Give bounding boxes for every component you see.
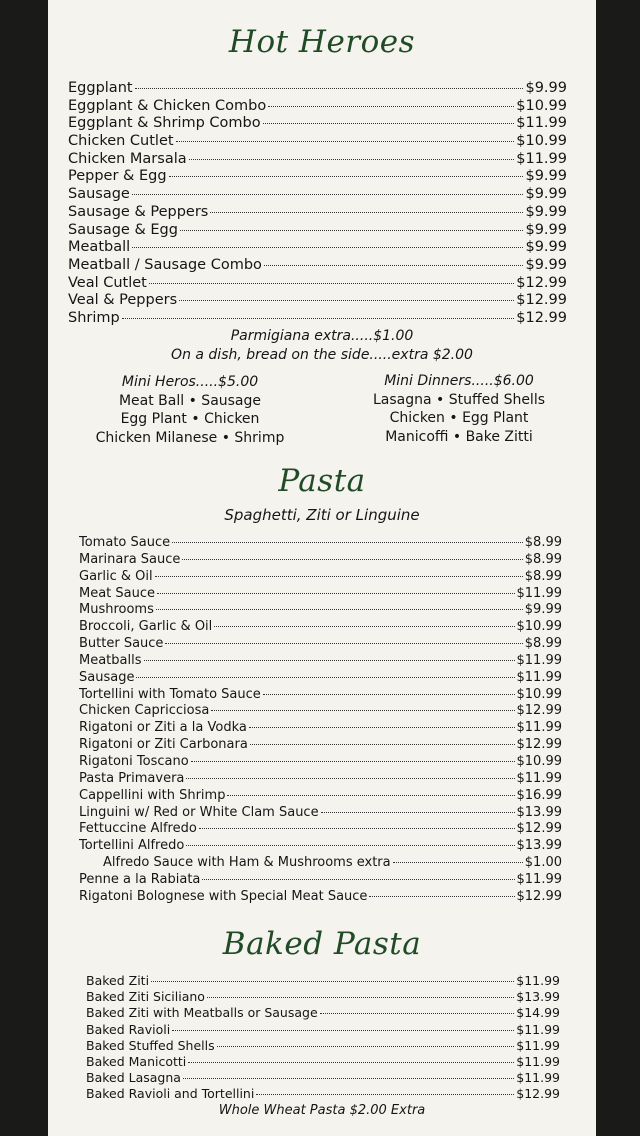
item-name: Meatball — [68, 239, 131, 256]
menu-item — [86, 1022, 560, 1038]
dot-leader — [136, 677, 514, 678]
dot-leader — [188, 1062, 514, 1063]
dot-leader — [202, 879, 514, 880]
item-price: $9.99 — [525, 221, 567, 238]
menu-item — [68, 168, 567, 186]
menu-item — [79, 552, 562, 569]
dot-leader — [155, 576, 523, 577]
item-price: $11.99 — [516, 1070, 560, 1086]
item-price: $9.99 — [525, 80, 567, 96]
item-name: Garlic & Oil — [79, 568, 153, 584]
menu-item — [79, 754, 562, 771]
mini-heros-block — [75, 373, 305, 447]
menu-item — [68, 292, 567, 310]
dot-leader — [256, 1094, 514, 1095]
item-name: Baked Ravioli and Tortellini — [86, 1086, 255, 1102]
menu-item — [79, 855, 562, 872]
item-price: $14.99 — [516, 1005, 560, 1021]
item-price: $11.99 — [516, 871, 562, 887]
item-name: Alfredo Sauce with Ham & Mushrooms extra — [103, 855, 391, 871]
pasta-subtitle: Spaghetti, Ziti or Linguine — [224, 506, 420, 524]
dot-leader — [217, 1046, 515, 1047]
item-name: Marinara Sauce — [79, 551, 181, 567]
item-price: $10.99 — [516, 686, 562, 702]
dot-leader — [122, 318, 515, 319]
menu-item — [79, 619, 562, 636]
dot-leader — [249, 727, 515, 728]
dot-leader — [180, 230, 524, 231]
dot-leader — [132, 247, 523, 248]
menu-item — [79, 737, 562, 754]
dot-leader — [169, 176, 524, 177]
item-price: $8.99 — [524, 551, 562, 567]
dot-leader — [179, 300, 514, 301]
item-price: $1.00 — [524, 855, 562, 871]
item-name: Baked Lasagna — [86, 1070, 181, 1086]
item-price: $9.99 — [525, 203, 567, 220]
hot-heroes-title: Hot Heroes — [228, 24, 416, 60]
item-name: Meatballs — [79, 652, 142, 668]
mini-dinners-line: Lasagna • Stuffed Shells — [372, 391, 546, 408]
dot-leader — [182, 559, 522, 560]
item-name: Pepper & Egg — [68, 168, 167, 185]
item-name: Rigatoni Bolognese with Special Meat Sauce — [79, 888, 368, 904]
item-price: $11.99 — [516, 1053, 560, 1069]
hot-heroes-list — [68, 80, 567, 328]
menu-item — [79, 771, 562, 788]
dot-leader — [211, 710, 514, 711]
item-name: Shrimp — [68, 309, 120, 326]
item-price: $11.99 — [516, 1021, 560, 1037]
menu-item — [86, 1086, 560, 1102]
dot-leader — [135, 88, 524, 89]
dot-leader — [172, 542, 523, 543]
item-price: $11.99 — [516, 115, 567, 132]
item-name: Tortellini Alfredo — [79, 838, 185, 854]
dot-leader — [183, 1078, 514, 1079]
dot-leader — [186, 778, 514, 779]
dot-leader — [156, 609, 523, 610]
dot-leader — [199, 828, 515, 829]
baked-pasta-title: Baked Pasta — [222, 926, 422, 962]
mini-dinners-line: Chicken • Egg Plant — [389, 410, 529, 426]
menu-item — [79, 821, 562, 838]
dot-leader — [191, 761, 515, 762]
menu-item — [79, 653, 562, 670]
dot-leader — [393, 862, 523, 863]
mini-heros-line: Meat Ball • Sausage — [118, 392, 262, 409]
dot-leader — [320, 1013, 515, 1014]
dot-leader — [268, 106, 514, 107]
item-name: Meatball / Sausage Combo — [68, 256, 262, 273]
item-name: Baked Ziti Siciliano — [86, 989, 205, 1005]
menu-item — [86, 1054, 560, 1070]
item-name: Cappellini with Shrimp — [79, 787, 226, 803]
dot-leader — [227, 795, 514, 796]
item-price: $11.99 — [516, 150, 567, 167]
baked-pasta-list — [86, 973, 560, 1103]
dish-note: On a dish, bread on the side.....extra $2.00 — [171, 347, 473, 363]
menu-item — [79, 838, 562, 855]
menu-page — [48, 0, 596, 1136]
dot-leader — [263, 694, 515, 695]
menu-item — [86, 989, 560, 1005]
item-price: $11.99 — [516, 1037, 560, 1053]
item-name: Butter Sauce — [79, 636, 164, 652]
mini-dinners-heading: Mini Dinners.....$6.00 — [384, 373, 534, 389]
menu-item — [68, 204, 567, 222]
item-name: Chicken Marsala — [68, 150, 187, 167]
menu-item — [79, 586, 562, 603]
item-price: $8.99 — [524, 568, 562, 584]
item-price: $12.99 — [516, 703, 562, 719]
item-name: Rigatoni Toscano — [79, 753, 189, 769]
item-name: Baked Stuffed Shells — [86, 1037, 215, 1053]
menu-item — [68, 115, 567, 133]
menu-item — [79, 872, 562, 889]
item-price: $8.99 — [524, 636, 562, 652]
item-price: $12.99 — [516, 737, 562, 753]
item-price: $11.99 — [516, 720, 562, 736]
menu-item — [68, 222, 567, 240]
menu-item — [68, 275, 567, 293]
item-price: $11.99 — [516, 669, 562, 685]
menu-item — [79, 889, 562, 906]
pasta-title: Pasta — [278, 463, 366, 499]
item-price: $10.99 — [516, 133, 567, 150]
item-price: $10.99 — [516, 753, 562, 769]
dot-leader — [176, 141, 515, 142]
item-name: Meat Sauce — [79, 585, 156, 601]
item-name: Veal & Peppers — [68, 292, 178, 309]
item-name: Sausage & Egg — [68, 221, 178, 238]
item-name: Pasta Primavera — [79, 770, 185, 786]
dot-leader — [165, 643, 522, 644]
item-name: Penne a la Rabiata — [79, 871, 201, 887]
dot-leader — [264, 265, 524, 266]
item-name: Eggplant — [68, 80, 133, 96]
item-price: $9.99 — [524, 602, 562, 618]
dot-leader — [250, 744, 515, 745]
menu-item — [68, 257, 567, 275]
item-price: $12.99 — [516, 821, 562, 837]
item-name: Baked Ziti — [86, 973, 150, 988]
item-name: Sausage — [68, 186, 130, 203]
item-price: $16.99 — [516, 787, 562, 803]
item-price: $11.99 — [516, 652, 562, 668]
item-name: Veal Cutlet — [68, 274, 147, 291]
menu-item — [79, 569, 562, 586]
menu-item — [68, 151, 567, 169]
item-price: $9.99 — [525, 256, 567, 273]
item-name: Eggplant & Chicken Combo — [68, 97, 267, 114]
item-name: Tortellini with Tomato Sauce — [79, 686, 261, 702]
item-price: $12.99 — [516, 274, 567, 291]
item-price: $12.99 — [516, 292, 567, 309]
item-price: $10.99 — [516, 619, 562, 635]
mini-dinners-line: Manicoffi • Bake Zitti — [385, 428, 533, 445]
menu-item — [68, 310, 567, 328]
item-price: $8.99 — [524, 535, 562, 550]
menu-item — [79, 636, 562, 653]
dot-leader — [157, 593, 514, 594]
item-price: $9.99 — [525, 168, 567, 185]
item-name: Eggplant & Shrimp Combo — [68, 115, 261, 132]
dot-leader — [263, 123, 515, 124]
mini-heros-heading: Mini Heros.....$5.00 — [121, 374, 259, 390]
item-name: Chicken Cutlet — [68, 133, 174, 150]
item-price: $12.99 — [516, 1086, 560, 1102]
menu-item — [79, 720, 562, 737]
mini-dinners-block — [344, 372, 574, 446]
menu-item — [79, 788, 562, 805]
menu-item — [79, 535, 562, 552]
menu-item — [68, 80, 567, 98]
pasta-list — [79, 535, 562, 906]
menu-item — [86, 1005, 560, 1021]
item-price: $11.99 — [516, 973, 560, 988]
item-price: $12.99 — [516, 309, 567, 326]
menu-item — [86, 1038, 560, 1054]
mini-heros-line: Egg Plant • Chicken — [120, 411, 260, 427]
dot-leader — [321, 812, 515, 813]
item-name: Sausage & Peppers — [68, 203, 209, 220]
dot-leader — [214, 626, 514, 627]
item-name: Broccoli, Garlic & Oil — [79, 619, 213, 635]
item-name: Linguini w/ Red or White Clam Sauce — [79, 804, 319, 820]
dot-leader — [186, 845, 514, 846]
item-name: Baked Manicotti — [86, 1053, 187, 1069]
menu-item — [79, 805, 562, 822]
menu-item — [86, 1070, 560, 1086]
item-name: Baked Ziti with Meatballs or Sausage — [86, 1005, 318, 1021]
item-name: Rigatoni or Ziti Carbonara — [79, 737, 248, 753]
item-name: Rigatoni or Ziti a la Vodka — [79, 720, 247, 736]
item-price: $10.99 — [516, 97, 567, 114]
menu-item — [86, 973, 560, 989]
dot-leader — [132, 194, 524, 195]
item-name: Chicken Capricciosa — [79, 703, 210, 719]
menu-item — [79, 670, 562, 687]
item-name: Fettuccine Alfredo — [79, 821, 197, 837]
item-name: Tomato Sauce — [79, 535, 171, 550]
item-price: $13.99 — [516, 804, 562, 820]
item-name: Mushrooms — [79, 602, 154, 618]
dot-leader — [189, 159, 515, 160]
dot-leader — [172, 1030, 514, 1031]
item-price: $9.99 — [525, 186, 567, 203]
menu-item — [79, 602, 562, 619]
item-price: $13.99 — [516, 838, 562, 854]
item-price: $11.99 — [516, 770, 562, 786]
item-name: Sausage — [79, 669, 135, 685]
menu-item — [68, 133, 567, 151]
item-name: Baked Ravioli — [86, 1021, 171, 1037]
item-price: $11.99 — [516, 585, 562, 601]
menu-item — [68, 239, 567, 257]
dot-leader — [149, 283, 514, 284]
dot-leader — [151, 981, 514, 982]
menu-item — [68, 98, 567, 116]
menu-item — [68, 186, 567, 204]
dot-leader — [207, 997, 514, 998]
whole-wheat-note: Whole Wheat Pasta $2.00 Extra — [218, 1103, 426, 1118]
dot-leader — [210, 212, 523, 213]
item-price: $9.99 — [525, 239, 567, 256]
parmigiana-note: Parmigiana extra.....$1.00 — [230, 328, 414, 344]
menu-item — [79, 703, 562, 720]
dot-leader — [144, 660, 515, 661]
mini-heros-line: Chicken Milanese • Shrimp — [95, 429, 285, 446]
dot-leader — [369, 896, 514, 897]
item-price: $12.99 — [516, 888, 562, 904]
item-price: $13.99 — [516, 989, 560, 1005]
menu-item — [79, 687, 562, 704]
